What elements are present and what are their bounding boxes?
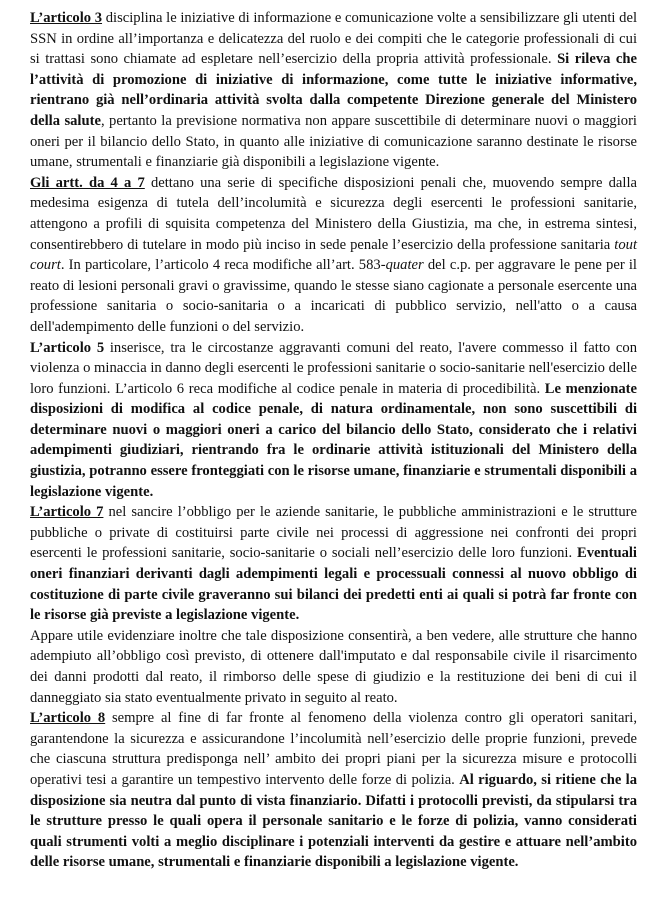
article-7-text: nel sancire l’obbligo per le aziende sanitarie, le pubbliche amministrazioni e le strutture pubbliche o private di costituirsi parte civile nei processi di aggressione nei confronti dei propri esercenti le professioni sanitarie, socio-sanitarie o sociali nell’esercizio delle loro funzioni. (30, 504, 637, 562)
article-3-text-end: , pertanto la previsione normativa non appare suscettibile di determinare nuovi o maggiori oneri per il bilancio dello Stato, in quanto alle iniziative di comunicazione saranno destinate le risorse umane, strumentali e finanziarie già disponibili a legislazione vigente. (30, 112, 637, 171)
paragraph-article-7 (30, 502, 637, 626)
article-3-text: disciplina le iniziative di informazione e comunicazione volte a sensibilizzare gli utenti del SSN in ordine all’importanza e delicatezza del ruolo e dei compiti che le categorie professionali di cui si trattasi sono chiamate ad espletare nell’esercizio della propria attività professionale. (30, 10, 637, 68)
article-8-text: sempre al fine di far fronte al fenomeno della violenza contro gli operatori sanitari, garantendone la sicurezza e assicurandone l’incolumità nell’esercizio delle proprie funzioni, prevede che ciascuna struttura predisponga nell’ ambito dei propri piani per la sicurezza misure e protocolli operativi tesi a garantire un tempestivo intervento delle forze di polizia. (30, 710, 638, 788)
articles-4-7-text-2: . In particolare, l’articolo 4 reca modifiche all’art. 583- (60, 257, 386, 274)
article-7-note-text: Appare utile evidenziare inoltre che tale disposizione consentirà, a ben vedere, alle strutture che hanno adempiuto all’obbligo così previsto, di ottenere dall'imputato e dal responsabile civile il risarcimento dei danni prodotti dal reato, il rimborso delle spese di giudizio e la restituzione dei beni di cui il danneggiato sia stato eventualmente privato in seguito al reato. (30, 627, 637, 706)
article-7-heading: L’articolo 7 (30, 504, 104, 521)
paragraph-article-8 (30, 708, 637, 873)
article-7-bold-text: Eventuali oneri finanziari derivanti dagli adempimenti legali e processuali connessi al nuovo obbligo di costituzione di parte civile graveranno sui bilanci dei predetti enti ai quali si potrà far fronte con le risorse già previste a legislazione vigente. (30, 545, 637, 624)
article-8-bold-text: Al riguardo, si ritiene che la disposizione sia neutra dal punto di vista finanziario. Difatti i protocolli previsti, da stipularsi tra le strutture presso le quali opera il personale sanitario e le forze di polizia, vanno considerati quali strumenti volti a meglio disciplinare i potenziali interventi da gestire e attuare nell’ambito delle risorse umane, strumentali e finanziarie disponibili a legislazione vigente. (30, 771, 637, 871)
article-8-heading: L’articolo 8 (30, 710, 106, 727)
article-5-heading: L’articolo 5 (30, 339, 105, 356)
articles-4-7-text: dettano una serie di specifiche disposizioni penali che, muovendo sempre dalla medesima esigenza di tutela dell’incolumità e sicurezza degli esercenti le professioni sanitarie, attengono a profili di squisita competenza del Ministero della Giustizia, ma che, in estrema sintesi, consentirebbero di tutelare in modo più inciso in sede penale l’esercizio della professione sanitaria (30, 174, 637, 253)
article-3-bold-text: Si rileva che l’attività di promozione di iniziative di informazione, come tutte le iniziative informative, rientrano già nell’ordinaria attività svolta dalla competente Direzione generale del Ministero della salute (30, 51, 637, 129)
article-5-text: inserisce, tra le circostanze aggravanti comuni del reato, l'avere commesso il fatto con violenza o minaccia in danno degli esercenti le professioni sanitarie o socio-sanitarie nell'esercizio delle loro funzioni. L’articolo 6 reca modifiche al codice penale in materia di procedibilità. (30, 339, 637, 397)
paragraph-articles-4-7 (30, 173, 637, 338)
articles-4-7-heading: Gli artt. da 4 a 7 (30, 174, 145, 191)
paragraph-article-7-note (30, 626, 637, 708)
articles-4-7-italic-tout-court: tout court (30, 236, 637, 274)
articles-4-7-italic-quater: quater (385, 257, 424, 274)
article-5-bold-text: Le menzionate disposizioni di modifica al codice penale, di natura ordinamentale, non sono suscettibili di determinare nuovi o maggiori oneri a carico del bilancio dello Stato, considerato che i relativi adempimenti giudiziari, rientrando fra le ordinarie attività istituzionali del Ministero della giustizia, potranno essere fronteggiati con le risorse umane, finanziarie e strumentali disponibili a legislazione vigente. (30, 380, 637, 500)
articles-4-7-text-3: del c.p. per aggravare le pene per il reato di lesioni personali gravi o gravissime, quando le stesse siano cagionate a personale esercente una professione sanitaria o socio-sanitaria o a incaricati di pubblico servizio, nell'atto o a causa dell'adempimento delle funzioni o del servizio. (30, 257, 637, 335)
paragraph-article-5 (30, 338, 637, 503)
paragraph-article-3 (30, 8, 637, 173)
article-3-heading: L’articolo 3 (30, 10, 103, 26)
